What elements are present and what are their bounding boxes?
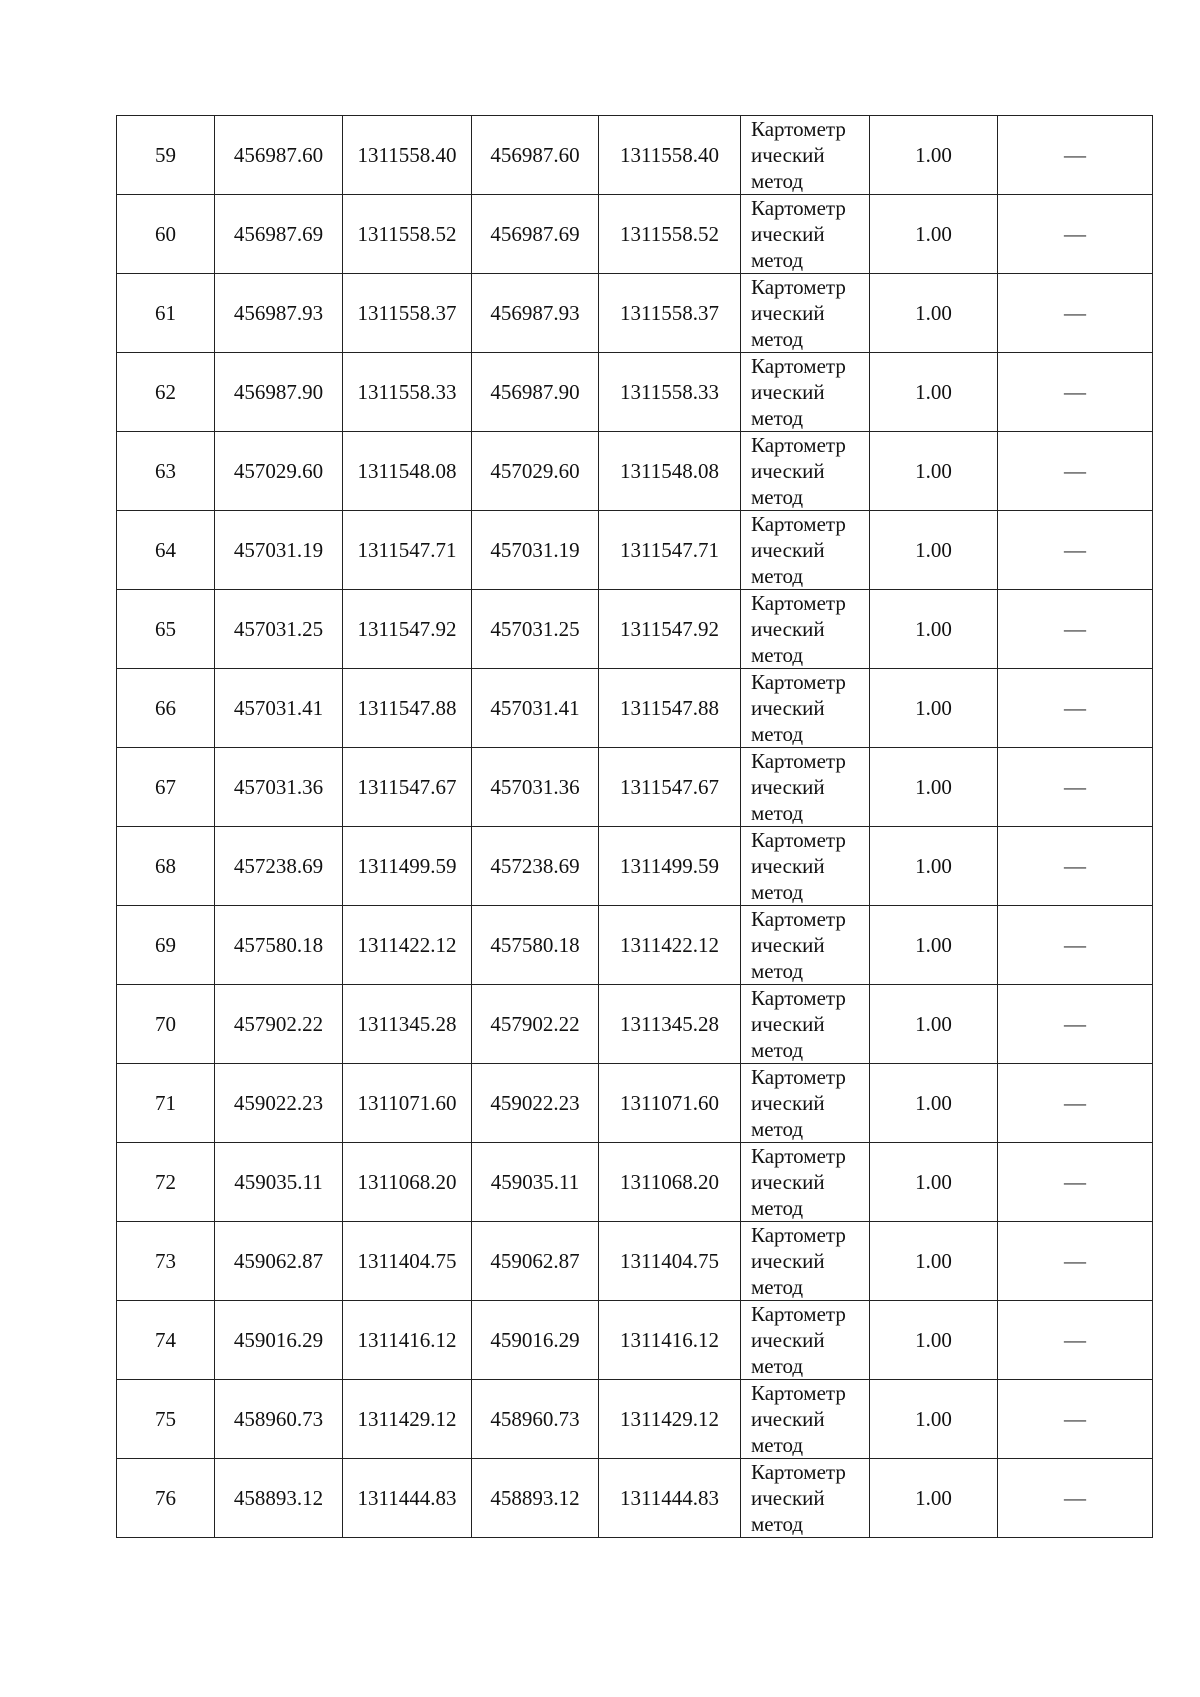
existing-x-cell: 458893.12 [215, 1459, 343, 1538]
note-cell: — [998, 985, 1153, 1064]
method-line: метод [751, 722, 804, 746]
table-row [117, 1301, 1153, 1380]
existing-x-cell: 457031.25 [215, 590, 343, 669]
new-y-cell: 1311429.12 [599, 1380, 741, 1459]
accuracy-cell: 1.00 [870, 590, 998, 669]
new-y-cell: 1311547.88 [599, 669, 741, 748]
existing-x-cell: 456987.69 [215, 195, 343, 274]
point-number-cell: 68 [117, 827, 215, 906]
method-line: Картометр [751, 1065, 846, 1089]
existing-y-cell: 1311422.12 [343, 906, 472, 985]
table-row [117, 353, 1153, 432]
method-cell [741, 511, 870, 590]
new-x-cell: 456987.60 [472, 116, 599, 195]
method-line: Картометр [751, 670, 846, 694]
note-cell: — [998, 511, 1153, 590]
note-cell: — [998, 1222, 1153, 1301]
new-y-cell: 1311422.12 [599, 906, 741, 985]
point-number-cell: 62 [117, 353, 215, 432]
existing-y-cell: 1311444.83 [343, 1459, 472, 1538]
note-cell: — [998, 1459, 1153, 1538]
existing-y-cell: 1311071.60 [343, 1064, 472, 1143]
point-number-cell: 67 [117, 748, 215, 827]
table-row [117, 985, 1153, 1064]
point-number-cell: 73 [117, 1222, 215, 1301]
accuracy-cell: 1.00 [870, 669, 998, 748]
table-row [117, 1143, 1153, 1222]
table-row [117, 590, 1153, 669]
method-line: метод [751, 406, 804, 430]
accuracy-cell: 1.00 [870, 827, 998, 906]
method-line: метод [751, 248, 804, 272]
method-line: ический [751, 933, 825, 957]
existing-y-cell: 1311547.88 [343, 669, 472, 748]
table-row [117, 511, 1153, 590]
point-number-cell: 70 [117, 985, 215, 1064]
method-line: ический [751, 222, 825, 246]
note-cell: — [998, 195, 1153, 274]
table-row [117, 906, 1153, 985]
method-line: ический [751, 696, 825, 720]
note-cell: — [998, 1380, 1153, 1459]
method-line: Картометр [751, 907, 846, 931]
existing-x-cell: 457902.22 [215, 985, 343, 1064]
point-number-cell: 65 [117, 590, 215, 669]
method-line: Картометр [751, 749, 846, 773]
table-row [117, 274, 1153, 353]
new-x-cell: 457031.41 [472, 669, 599, 748]
new-y-cell: 1311499.59 [599, 827, 741, 906]
table-row [117, 1459, 1153, 1538]
table-row [117, 827, 1153, 906]
table-row [117, 1380, 1153, 1459]
new-y-cell: 1311558.52 [599, 195, 741, 274]
point-number-cell: 63 [117, 432, 215, 511]
method-cell [741, 748, 870, 827]
method-line: Картометр [751, 275, 846, 299]
new-y-cell: 1311548.08 [599, 432, 741, 511]
note-cell: — [998, 1301, 1153, 1380]
note-cell: — [998, 353, 1153, 432]
existing-y-cell: 1311547.67 [343, 748, 472, 827]
accuracy-cell: 1.00 [870, 274, 998, 353]
point-number-cell: 74 [117, 1301, 215, 1380]
method-line: метод [751, 1354, 804, 1378]
note-cell: — [998, 274, 1153, 353]
new-x-cell: 459016.29 [472, 1301, 599, 1380]
method-line: метод [751, 1512, 804, 1536]
point-number-cell: 64 [117, 511, 215, 590]
method-line: ический [751, 775, 825, 799]
existing-y-cell: 1311547.71 [343, 511, 472, 590]
method-cell [741, 827, 870, 906]
accuracy-cell: 1.00 [870, 906, 998, 985]
new-y-cell: 1311558.33 [599, 353, 741, 432]
existing-x-cell: 458960.73 [215, 1380, 343, 1459]
existing-y-cell: 1311345.28 [343, 985, 472, 1064]
point-number-cell: 61 [117, 274, 215, 353]
method-line: ический [751, 301, 825, 325]
method-cell [741, 1143, 870, 1222]
method-cell [741, 669, 870, 748]
method-line: ический [751, 1170, 825, 1194]
method-line: метод [751, 485, 804, 509]
accuracy-cell: 1.00 [870, 116, 998, 195]
method-line: Картометр [751, 1460, 846, 1484]
existing-x-cell: 457238.69 [215, 827, 343, 906]
existing-y-cell: 1311558.40 [343, 116, 472, 195]
method-line: ический [751, 1091, 825, 1115]
accuracy-cell: 1.00 [870, 353, 998, 432]
existing-x-cell: 457031.36 [215, 748, 343, 827]
note-cell: — [998, 432, 1153, 511]
method-line: Картометр [751, 1223, 846, 1247]
method-cell [741, 1301, 870, 1380]
note-cell: — [998, 669, 1153, 748]
method-line: Картометр [751, 433, 846, 457]
accuracy-cell: 1.00 [870, 748, 998, 827]
method-line: ический [751, 1012, 825, 1036]
new-x-cell: 457031.25 [472, 590, 599, 669]
method-line: Картометр [751, 591, 846, 615]
method-line: метод [751, 1038, 804, 1062]
point-number-cell: 66 [117, 669, 215, 748]
method-line: Картометр [751, 986, 846, 1010]
point-number-cell: 59 [117, 116, 215, 195]
method-cell [741, 274, 870, 353]
method-line: ический [751, 1249, 825, 1273]
existing-y-cell: 1311416.12 [343, 1301, 472, 1380]
new-x-cell: 458893.12 [472, 1459, 599, 1538]
method-line: метод [751, 1275, 804, 1299]
point-number-cell: 69 [117, 906, 215, 985]
point-number-cell: 71 [117, 1064, 215, 1143]
new-y-cell: 1311547.67 [599, 748, 741, 827]
existing-x-cell: 459035.11 [215, 1143, 343, 1222]
existing-y-cell: 1311404.75 [343, 1222, 472, 1301]
method-line: метод [751, 959, 804, 983]
existing-x-cell: 457031.41 [215, 669, 343, 748]
accuracy-cell: 1.00 [870, 432, 998, 511]
existing-y-cell: 1311548.08 [343, 432, 472, 511]
new-x-cell: 458960.73 [472, 1380, 599, 1459]
method-line: Картометр [751, 512, 846, 536]
accuracy-cell: 1.00 [870, 1143, 998, 1222]
new-x-cell: 457029.60 [472, 432, 599, 511]
accuracy-cell: 1.00 [870, 985, 998, 1064]
method-line: метод [751, 169, 804, 193]
method-line: Картометр [751, 1144, 846, 1168]
table-row [117, 116, 1153, 195]
existing-x-cell: 456987.93 [215, 274, 343, 353]
method-cell [741, 1222, 870, 1301]
table-row [117, 748, 1153, 827]
accuracy-cell: 1.00 [870, 1459, 998, 1538]
existing-y-cell: 1311429.12 [343, 1380, 472, 1459]
new-y-cell: 1311558.37 [599, 274, 741, 353]
new-y-cell: 1311404.75 [599, 1222, 741, 1301]
note-cell: — [998, 1143, 1153, 1222]
new-y-cell: 1311547.71 [599, 511, 741, 590]
existing-x-cell: 459022.23 [215, 1064, 343, 1143]
new-y-cell: 1311068.20 [599, 1143, 741, 1222]
new-y-cell: 1311416.12 [599, 1301, 741, 1380]
accuracy-cell: 1.00 [870, 1380, 998, 1459]
method-line: метод [751, 801, 804, 825]
note-cell: — [998, 116, 1153, 195]
new-y-cell: 1311558.40 [599, 116, 741, 195]
note-cell: — [998, 827, 1153, 906]
existing-x-cell: 457029.60 [215, 432, 343, 511]
point-number-cell: 72 [117, 1143, 215, 1222]
new-x-cell: 456987.90 [472, 353, 599, 432]
new-y-cell: 1311444.83 [599, 1459, 741, 1538]
method-line: ический [751, 854, 825, 878]
table-row [117, 669, 1153, 748]
new-x-cell: 457238.69 [472, 827, 599, 906]
accuracy-cell: 1.00 [870, 1222, 998, 1301]
method-line: Картометр [751, 117, 846, 141]
new-y-cell: 1311547.92 [599, 590, 741, 669]
point-number-cell: 60 [117, 195, 215, 274]
existing-y-cell: 1311558.33 [343, 353, 472, 432]
note-cell: — [998, 1064, 1153, 1143]
table-row [117, 432, 1153, 511]
new-x-cell: 456987.69 [472, 195, 599, 274]
accuracy-cell: 1.00 [870, 511, 998, 590]
new-x-cell: 457031.36 [472, 748, 599, 827]
existing-y-cell: 1311547.92 [343, 590, 472, 669]
note-cell: — [998, 590, 1153, 669]
note-cell: — [998, 748, 1153, 827]
accuracy-cell: 1.00 [870, 195, 998, 274]
existing-x-cell: 457031.19 [215, 511, 343, 590]
method-cell [741, 985, 870, 1064]
method-cell [741, 1459, 870, 1538]
point-number-cell: 76 [117, 1459, 215, 1538]
method-cell [741, 590, 870, 669]
new-x-cell: 457580.18 [472, 906, 599, 985]
existing-x-cell: 459016.29 [215, 1301, 343, 1380]
method-line: Картометр [751, 196, 846, 220]
table-row [117, 195, 1153, 274]
existing-y-cell: 1311068.20 [343, 1143, 472, 1222]
method-line: Картометр [751, 1381, 846, 1405]
existing-x-cell: 456987.60 [215, 116, 343, 195]
method-cell [741, 195, 870, 274]
existing-x-cell: 457580.18 [215, 906, 343, 985]
method-line: метод [751, 327, 804, 351]
method-line: метод [751, 643, 804, 667]
new-x-cell: 459062.87 [472, 1222, 599, 1301]
new-y-cell: 1311071.60 [599, 1064, 741, 1143]
method-line: метод [751, 880, 804, 904]
method-cell [741, 1064, 870, 1143]
method-line: Картометр [751, 828, 846, 852]
existing-x-cell: 456987.90 [215, 353, 343, 432]
method-line: ический [751, 1486, 825, 1510]
method-line: Картометр [751, 354, 846, 378]
method-line: ический [751, 143, 825, 167]
coordinates-table [116, 115, 1153, 1538]
note-cell: — [998, 906, 1153, 985]
existing-x-cell: 459062.87 [215, 1222, 343, 1301]
existing-y-cell: 1311558.52 [343, 195, 472, 274]
accuracy-cell: 1.00 [870, 1064, 998, 1143]
method-line: ический [751, 1328, 825, 1352]
method-cell [741, 353, 870, 432]
method-line: Картометр [751, 1302, 846, 1326]
method-line: метод [751, 1117, 804, 1141]
method-cell [741, 1380, 870, 1459]
existing-y-cell: 1311558.37 [343, 274, 472, 353]
method-line: ический [751, 538, 825, 562]
method-line: метод [751, 1433, 804, 1457]
method-cell [741, 906, 870, 985]
new-x-cell: 457031.19 [472, 511, 599, 590]
new-x-cell: 459035.11 [472, 1143, 599, 1222]
point-number-cell: 75 [117, 1380, 215, 1459]
method-line: ический [751, 617, 825, 641]
method-line: метод [751, 1196, 804, 1220]
accuracy-cell: 1.00 [870, 1301, 998, 1380]
method-cell [741, 116, 870, 195]
existing-y-cell: 1311499.59 [343, 827, 472, 906]
table-row [117, 1222, 1153, 1301]
method-cell [741, 432, 870, 511]
method-line: ический [751, 1407, 825, 1431]
new-x-cell: 456987.93 [472, 274, 599, 353]
method-line: метод [751, 564, 804, 588]
table-body [117, 116, 1153, 1538]
method-line: ический [751, 459, 825, 483]
new-x-cell: 457902.22 [472, 985, 599, 1064]
new-y-cell: 1311345.28 [599, 985, 741, 1064]
method-line: ический [751, 380, 825, 404]
new-x-cell: 459022.23 [472, 1064, 599, 1143]
table-row [117, 1064, 1153, 1143]
